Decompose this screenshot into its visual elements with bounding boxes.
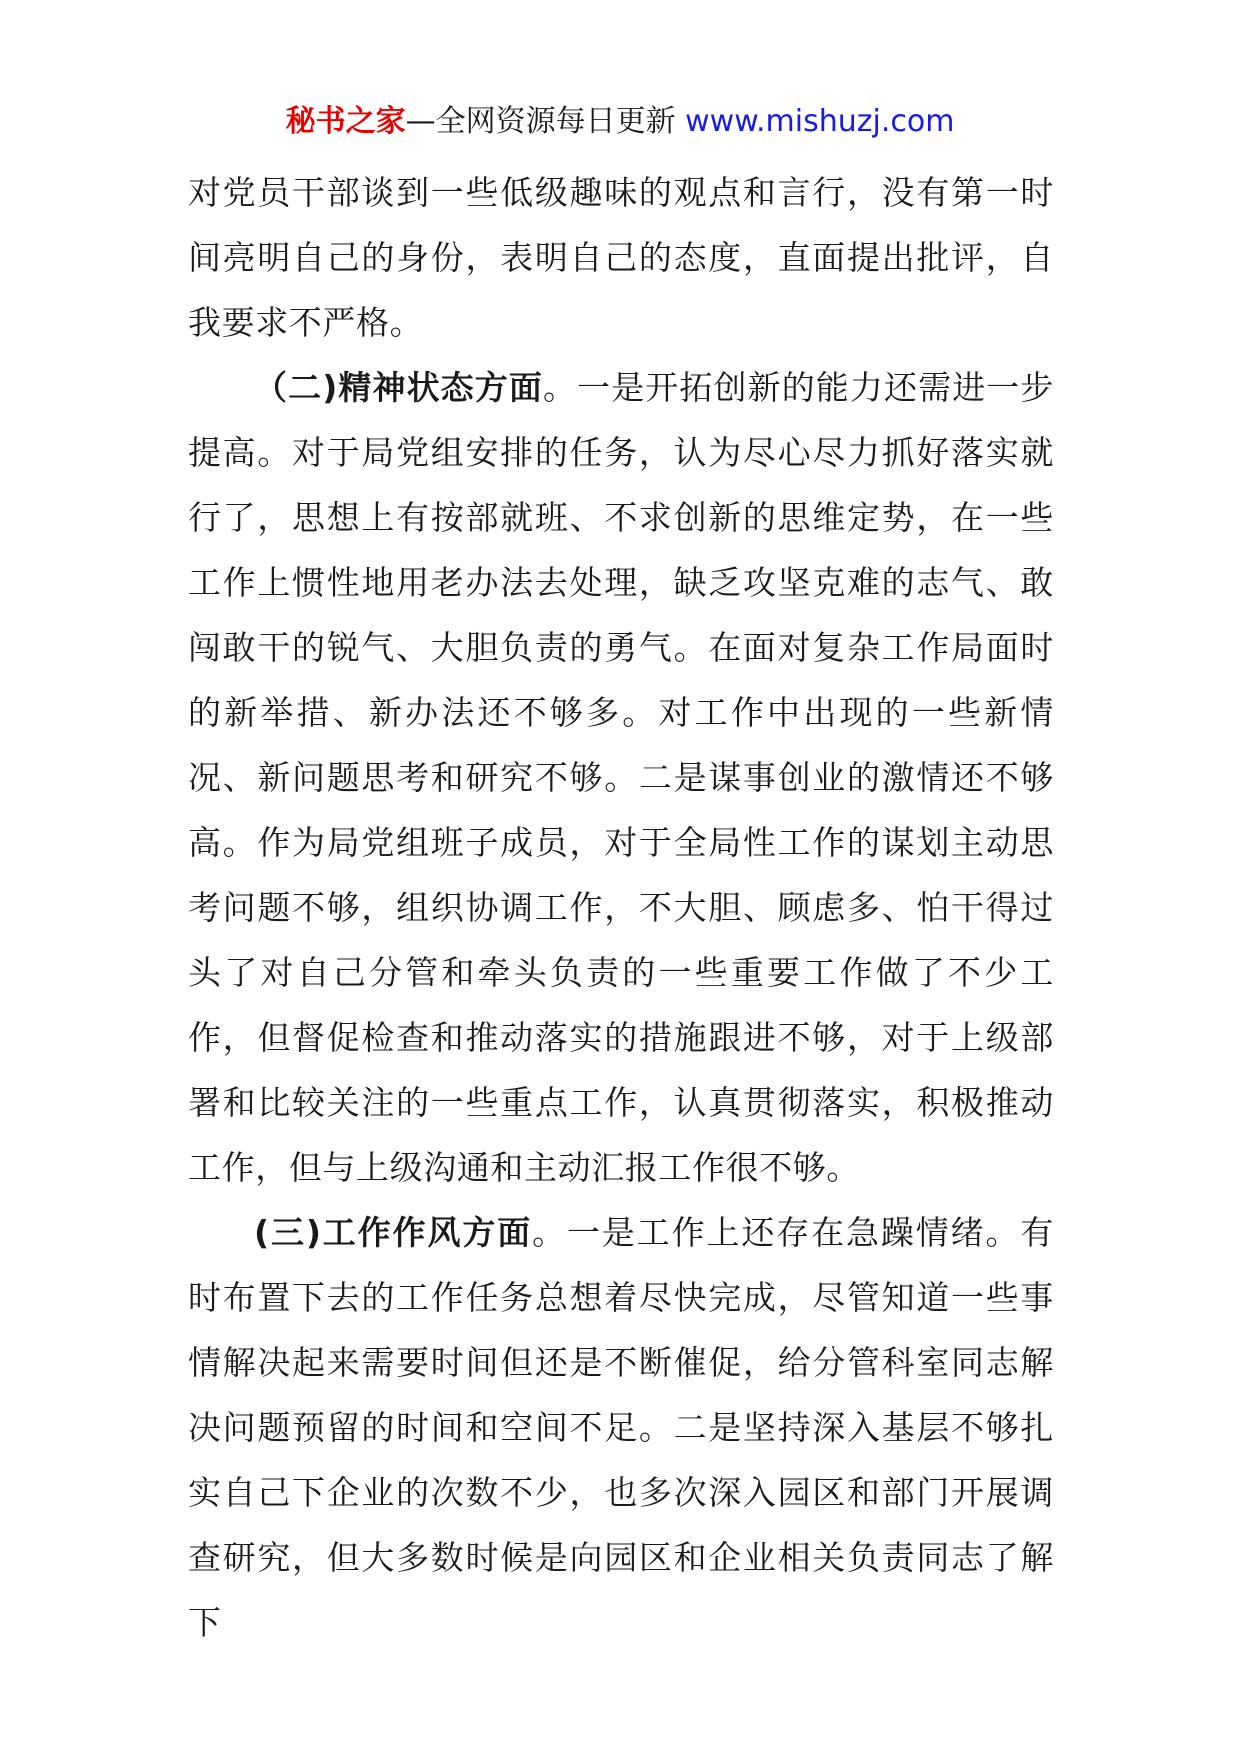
document-body <box>188 160 1054 1655</box>
site-header <box>0 100 1240 144</box>
paragraph-work-style <box>188 1200 1054 1655</box>
paragraph-spirit-state <box>188 355 1054 1200</box>
paragraph-text: 。一是开拓创新的能力还需进一步提高。对于局党组安排的任务，认为尽心尽力抓好落实就行了，思想上有按部就班、不求创新的思维定势，在一些工作上惯性地用老办法去处理，缺乏攻坚克难的志气、敢闯敢干的锐气、大胆负责的勇气。在面对复杂工作局面时的新举措、新办法还不够多。对工作中出现的一些新情况、新问题思考和研究不够。二是谋事创业的激情还不够高。作为局党组班子成员，对于全局性工作的谋划主动思考问题不够，组织协调工作，不大胆、顾虑多、怕干得过头了对自己分管和牵头负责的一些重要工作做了不少工作，但督促检查和推动落实的措施跟进不够，对于上级部署和比较关注的一些重点工作，认真贯彻落实，积极推动工作，但与上级沟通和主动汇报工作很不够。 <box>188 368 1055 1187</box>
section-heading-work-style: (三)工作作风方面 <box>254 1213 533 1252</box>
paragraph-text: 。一是工作上还存在急躁情绪。有时布置下去的工作任务总想着尽快完成，尽管知道一些事情解决起来需要时间但还是不断催促，给分管科室同志解决问题预留的时间和空间不足。二是坚持深入基层不够扎实自己下企业的次数不少，也多次深入园区和部门开展调查研究，但大多数时候是向园区和企业相关负责同志了解下 <box>188 1213 1054 1642</box>
site-brand: 秘书之家 <box>285 104 406 139</box>
paragraph-text: 对党员干部谈到一些低级趣味的观点和言行，没有第一时间亮明自己的身份，表明自己的态度，直面提出批评，自我要求不严格。 <box>188 173 1054 342</box>
paragraph-continued <box>188 160 1054 355</box>
site-url-link[interactable]: www.mishuzj.com <box>685 104 955 139</box>
site-tagline: —全网资源每日更新 <box>405 104 676 139</box>
section-heading-spirit-state: （二)精神状态方面 <box>254 368 543 407</box>
